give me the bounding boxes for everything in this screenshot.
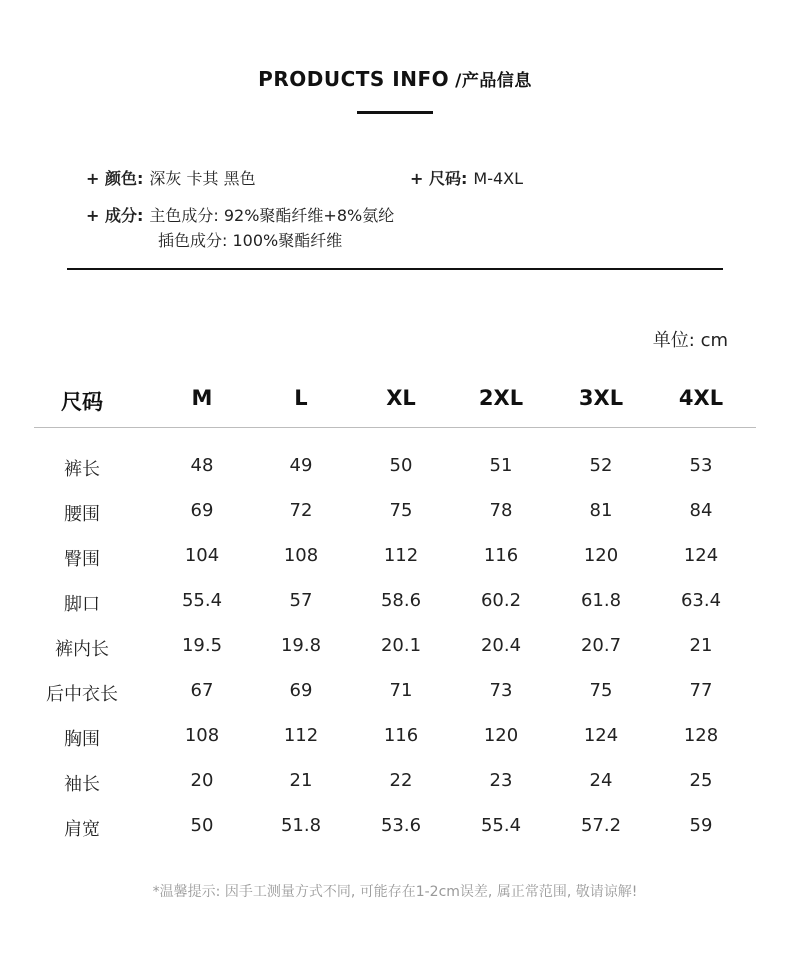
table-cell: 50 — [190, 815, 214, 836]
table-cell: 48 — [190, 455, 214, 476]
page-title — [0, 66, 790, 91]
row-label: 胸围 — [64, 729, 100, 750]
table-cell: 67 — [190, 680, 214, 701]
table-cell: 124 — [583, 725, 619, 746]
info-size — [410, 166, 523, 189]
table-cell: 116 — [483, 545, 519, 566]
table-row — [34, 545, 756, 569]
table-cell: 69 — [190, 500, 214, 521]
table-cell: 20.7 — [580, 635, 622, 656]
table-cell: 55.4 — [181, 590, 223, 611]
table-cell: 75 — [589, 680, 613, 701]
table-cell: 75 — [389, 500, 413, 521]
header-3xl: 3XL — [578, 386, 624, 410]
table-cell: 116 — [383, 725, 419, 746]
table-cell: 20.1 — [380, 635, 422, 656]
row-label: 臀围 — [64, 549, 100, 570]
table-cell: 78 — [489, 500, 513, 521]
table-row — [34, 590, 756, 614]
table-cell: 59 — [689, 815, 713, 836]
table-row — [34, 770, 756, 794]
row-label: 脚口 — [64, 594, 100, 615]
table-cell: 51 — [489, 455, 513, 476]
header-size: 尺码 — [61, 390, 103, 414]
header-m: M — [191, 386, 213, 410]
table-cell: 104 — [184, 545, 220, 566]
table-cell: 24 — [589, 770, 613, 791]
table-row — [34, 680, 756, 704]
table-cell: 112 — [383, 545, 419, 566]
table-cell: 19.5 — [181, 635, 223, 656]
table-cell: 63.4 — [680, 590, 722, 611]
table-cell: 21 — [289, 770, 313, 791]
table-cell: 112 — [283, 725, 319, 746]
info-material-line2 — [158, 228, 342, 251]
material-value-1: 主色成分: 92%聚酯纤维+8%氨纶 — [149, 206, 395, 225]
unit-label: 单位: cm — [652, 330, 728, 351]
table-cell: 53.6 — [380, 815, 422, 836]
color-label: + 颜色: — [86, 169, 144, 188]
section-divider — [67, 268, 723, 270]
material-label: + 成分: — [86, 206, 144, 225]
material-value-2: 插色成分: 100%聚酯纤维 — [158, 231, 343, 250]
table-cell: 69 — [289, 680, 313, 701]
row-label: 后中衣长 — [46, 684, 118, 705]
header-l: L — [294, 386, 308, 410]
table-row — [34, 500, 756, 524]
title-underline — [357, 111, 433, 114]
table-cell: 72 — [289, 500, 313, 521]
table-cell: 108 — [283, 545, 319, 566]
table-cell: 57 — [289, 590, 313, 611]
table-cell: 57.2 — [580, 815, 622, 836]
table-cell: 81 — [589, 500, 613, 521]
table-cell: 60.2 — [480, 590, 522, 611]
row-label: 腰围 — [64, 504, 100, 525]
row-label: 裤长 — [64, 459, 100, 480]
info-material — [86, 203, 394, 226]
footer-note: *温馨提示: 因手工测量方式不同, 可能存在1-2cm误差, 属正常范围, 敬请谅解! — [152, 884, 638, 900]
size-value: M-4XL — [473, 169, 524, 188]
table-cell: 108 — [184, 725, 220, 746]
table-row — [34, 455, 756, 479]
table-cell: 128 — [683, 725, 719, 746]
table-cell: 120 — [483, 725, 519, 746]
table-row — [34, 725, 756, 749]
header-2xl: 2XL — [478, 386, 524, 410]
table-cell: 49 — [289, 455, 313, 476]
table-cell: 22 — [389, 770, 413, 791]
size-label: + 尺码: — [410, 169, 468, 188]
header-xl: XL — [386, 386, 416, 410]
table-cell: 58.6 — [380, 590, 422, 611]
table-row — [34, 815, 756, 839]
table-cell: 53 — [689, 455, 713, 476]
table-cell: 71 — [389, 680, 413, 701]
table-cell: 61.8 — [580, 590, 622, 611]
table-cell: 52 — [589, 455, 613, 476]
table-cell: 55.4 — [480, 815, 522, 836]
table-cell: 124 — [683, 545, 719, 566]
header-divider — [34, 427, 756, 428]
table-cell: 51.8 — [280, 815, 322, 836]
table-header — [34, 386, 756, 416]
header-4xl: 4XL — [678, 386, 724, 410]
table-cell: 50 — [389, 455, 413, 476]
table-cell: 20.4 — [480, 635, 522, 656]
row-label: 裤内长 — [55, 639, 109, 660]
table-cell: 25 — [689, 770, 713, 791]
color-value: 深灰 卡其 黑色 — [149, 169, 256, 188]
title-cn: /产品信息 — [455, 71, 532, 91]
table-cell: 21 — [689, 635, 713, 656]
table-cell: 120 — [583, 545, 619, 566]
table-cell: 84 — [689, 500, 713, 521]
table-cell: 73 — [489, 680, 513, 701]
table-cell: 23 — [489, 770, 513, 791]
row-label: 肩宽 — [64, 819, 100, 840]
row-label: 袖长 — [64, 774, 100, 795]
title-en: PRODUCTS INFO — [258, 67, 450, 91]
info-color — [86, 166, 256, 189]
table-row — [34, 635, 756, 659]
table-cell: 19.8 — [280, 635, 322, 656]
table-cell: 77 — [689, 680, 713, 701]
table-cell: 20 — [190, 770, 214, 791]
